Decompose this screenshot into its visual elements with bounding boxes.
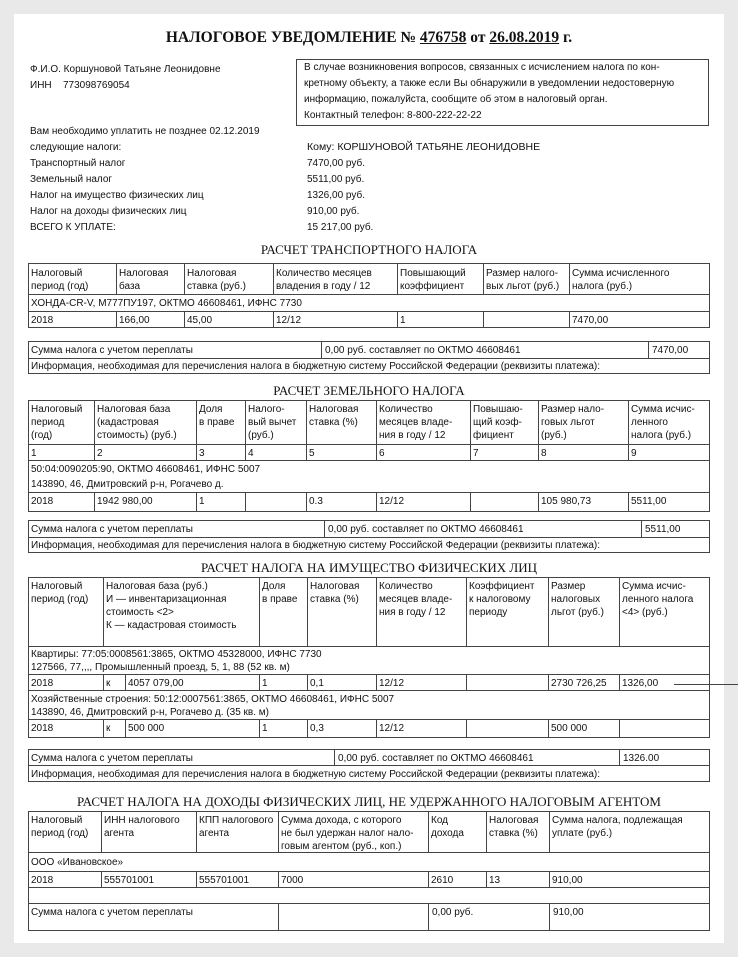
notice-number: 476758 <box>419 29 467 46</box>
column-divider <box>619 674 620 690</box>
column-divider <box>116 263 117 294</box>
table-cell: 105 980,73 <box>541 496 592 507</box>
table-cell: 2018 <box>31 496 54 507</box>
col-header: Размер налоговых льгот (руб.) <box>551 581 604 618</box>
col-header: Налоговый период (год) <box>31 581 89 605</box>
column-divider <box>306 492 307 512</box>
recipient: Кому: КОРШУНОВОЙ ТАТЬЯНЕ ЛЕОНИДОВНЕ <box>307 141 541 153</box>
payment-info: Информация, необходимая для перечисления налога в бюджетную систему Российской Федерации (реквизиты платежа): <box>31 769 601 780</box>
column-divider <box>569 263 570 294</box>
table-cell: 12/12 <box>379 496 405 507</box>
table-cell: 1 <box>262 678 268 689</box>
column-divider <box>569 311 570 328</box>
column-divider <box>184 311 185 328</box>
column-divider <box>538 492 539 512</box>
sum-amount: 1326.00 <box>623 753 660 764</box>
table-cell: 1326,00 <box>622 678 659 689</box>
taxpayer-fio: Ф.И.О. Коршуновой Татьяне Леонидовне <box>30 64 221 75</box>
table-cell: 12/12 <box>379 723 405 734</box>
column-divider <box>101 811 102 852</box>
summary-amount: 15 217,00 руб. <box>307 222 374 233</box>
table-cell: 0.3 <box>309 496 323 507</box>
column-divider <box>486 811 487 852</box>
table-cell: 1942 980,00 <box>97 496 153 507</box>
building-address: 143890, 46, Дмитровский р-н, Рогачево д. (35 кв. м) <box>31 707 269 718</box>
sum-overpay: 0,00 руб. <box>432 907 474 918</box>
table-cell: 1 <box>400 315 406 326</box>
col-header: Налоговая ставка (%) <box>310 581 360 605</box>
col-header: Налоговый период (год) <box>31 815 89 839</box>
column-divider <box>259 674 260 690</box>
col-header: Повышающий коэффициент <box>400 268 466 292</box>
table-cell: к <box>106 723 111 734</box>
info-line-2: кретному объекту, а также если Вы обнаружили в уведомлении недостоверную <box>304 78 675 89</box>
rule-line <box>28 492 710 493</box>
summary-label: Налог на доходы физических лиц <box>30 206 187 217</box>
sum-amount: 5511,00 <box>645 524 681 535</box>
column-divider <box>538 400 539 460</box>
table-cell: 910,00 <box>552 875 583 886</box>
column-divider <box>428 811 429 852</box>
col-header: Количество месяцев владе- ния в году / 12 <box>379 404 453 441</box>
land-title: РАСЧЕТ ЗЕМЕЛЬНОГО НАЛОГА <box>273 383 465 398</box>
col-header: Налоговая ставка (%) <box>489 815 539 839</box>
column-divider <box>306 400 307 460</box>
table-cell: 1 <box>262 723 268 734</box>
column-divider <box>278 903 279 931</box>
sum-oktmo: 0,00 руб. составляет по ОКТМО 46608461 <box>325 345 521 356</box>
column-divider <box>397 263 398 294</box>
col-header: Сумма налога, подлежащая уплате (руб.) <box>552 815 683 839</box>
column-divider <box>428 871 429 887</box>
sum-label: Сумма налога с учетом переплаты <box>31 907 193 918</box>
title-from: от <box>470 29 486 46</box>
tax-notice-page <box>14 14 724 943</box>
summary-label: Транспортный налог <box>30 158 126 169</box>
column-divider <box>278 871 279 887</box>
ndfl-title: РАСЧЕТ НАЛОГА НА ДОХОДЫ ФИЗИЧЕСКИХ ЛИЦ, НЕ УДЕРЖАННОГО НАЛОГОВЫМ АГЕНТОМ <box>77 794 661 809</box>
column-divider <box>376 674 377 690</box>
contact-phone: Контактный телефон: 8-800-222-22-22 <box>304 110 482 121</box>
column-divider <box>245 400 246 460</box>
column-divider <box>548 577 549 647</box>
transport-title: РАСЧЕТ ТРАНСПОРТНОГО НАЛОГА <box>260 242 478 257</box>
margin-mark <box>674 684 738 685</box>
column-divider <box>483 263 484 294</box>
table-cell: к <box>106 678 111 689</box>
col-number: 3 <box>199 448 205 459</box>
column-divider <box>466 577 467 647</box>
column-divider <box>397 311 398 328</box>
column-divider <box>483 311 484 328</box>
col-header: Коэффициент к налоговому периоду <box>469 581 535 618</box>
column-divider <box>376 719 377 738</box>
table-cell: 0,3 <box>310 723 324 734</box>
rule-line <box>28 358 710 359</box>
column-divider <box>103 719 104 738</box>
col-header: Доля в праве <box>199 404 235 428</box>
sum-oktmo: 0,00 руб. составляет по ОКТМО 46608461 <box>338 753 534 764</box>
column-divider <box>648 341 649 358</box>
notice-date: 26.08.2019 <box>489 29 560 46</box>
summary-amount: 910,00 руб. <box>307 206 360 217</box>
column-divider <box>196 811 197 852</box>
column-divider <box>466 719 467 738</box>
table-cell: 500 000 <box>128 723 165 734</box>
title-prefix: НАЛОГОВОЕ УВЕДОМЛЕНИЕ № <box>165 29 417 46</box>
table-cell: 12/12 <box>276 315 302 326</box>
rule-line <box>28 871 710 872</box>
col-header: Сумма исчис- ленного налога (руб.) <box>631 404 695 441</box>
column-divider <box>278 811 279 852</box>
taxpayer-inn-label: ИНН <box>30 80 52 91</box>
rule-line <box>28 294 710 295</box>
sum-label: Сумма налога с учетом переплаты <box>31 524 193 535</box>
rule-line <box>28 674 710 675</box>
col-number: 8 <box>541 448 547 459</box>
summary-label: Земельный налог <box>30 174 113 185</box>
col-header: Налоговая база (руб.) И — инвентаризационная стоимость <2> К — кадастровая стоимость <box>106 581 237 631</box>
column-divider <box>307 719 308 738</box>
col-header: ИНН налогового агента <box>104 815 180 839</box>
col-header: Код дохода <box>431 815 464 839</box>
col-header: Повышаю- щий коэф- фициент <box>473 404 523 441</box>
col-header: Сумма исчис- ленного налога <4> (руб.) <box>622 581 694 618</box>
col-header: Налоговая ставка (руб.) <box>187 268 247 292</box>
rule-line <box>28 537 710 538</box>
summary-amount: 5511,00 руб. <box>307 174 365 185</box>
column-divider <box>470 400 471 460</box>
vehicle-object: ХОНДА-CR-V, М777ПУ197, ОКТМО 46608461, ИФНС 7730 <box>31 298 302 309</box>
payment-info: Информация, необходимая для перечисления налога в бюджетную систему Российской Федерации (реквизиты платежа): <box>31 540 601 551</box>
col-number: 4 <box>248 448 254 459</box>
column-divider <box>94 400 95 460</box>
column-divider <box>245 492 246 512</box>
column-divider <box>619 749 620 765</box>
column-divider <box>184 263 185 294</box>
table-cell: 2730 726,25 <box>551 678 607 689</box>
column-divider <box>619 577 620 647</box>
column-divider <box>486 871 487 887</box>
taxes-heading: следующие налоги: <box>30 142 122 153</box>
col-header: КПП налогового агента <box>199 815 274 839</box>
title-year-suffix: г. <box>562 29 573 46</box>
col-header: Размер налого- вых льгот (руб.) <box>486 268 560 292</box>
col-number: 9 <box>631 448 637 459</box>
column-divider <box>470 492 471 512</box>
table-cell: 2018 <box>31 678 54 689</box>
col-header: Количество месяцев владения в году / 12 <box>276 268 372 292</box>
table-cell: 7470,00 <box>572 315 609 326</box>
table-cell: 2018 <box>31 315 54 326</box>
payment-info: Информация, необходимая для перечисления налога в бюджетную систему Российской Федерации (реквизиты платежа): <box>31 361 601 372</box>
notice-title <box>14 29 724 47</box>
column-divider <box>548 719 549 738</box>
col-header: Налоговая база <box>119 268 169 292</box>
column-divider <box>125 719 126 738</box>
column-divider <box>196 871 197 887</box>
column-divider <box>307 674 308 690</box>
table-cell: 13 <box>489 875 501 886</box>
column-divider <box>94 492 95 512</box>
column-divider <box>549 903 550 931</box>
column-divider <box>376 577 377 647</box>
table-cell: 166,00 <box>119 315 150 326</box>
rule-line <box>28 765 710 766</box>
column-divider <box>334 749 335 765</box>
table-cell: 2018 <box>31 875 54 886</box>
info-line-3: информацию, пожалуйста, сообщите об этом в налоговый орган. <box>304 94 608 105</box>
table-cell: 555701001 <box>199 875 250 886</box>
column-divider <box>116 311 117 328</box>
column-divider <box>259 577 260 647</box>
summary-label: ВСЕГО К УПЛАТЕ: <box>30 222 116 233</box>
sum-amount: 7470,00 <box>652 345 689 356</box>
column-divider <box>428 903 429 931</box>
property-title: РАСЧЕТ НАЛОГА НА ИМУЩЕСТВО ФИЗИЧЕСКИХ ЛИЦ <box>200 560 538 575</box>
col-header: Количество месяцев владе- ния в году / 12 <box>379 581 453 618</box>
table-cell: 5511,00 <box>631 496 667 507</box>
sum-oktmo: 0,00 руб. составляет по ОКТМО 46608461 <box>328 524 524 535</box>
column-divider <box>549 871 550 887</box>
summary-label: Налог на имущество физических лиц <box>30 190 204 201</box>
col-number: 6 <box>379 448 385 459</box>
building-object: Хозяйственные строения: 50:12:0007561:3865, ОКТМО 46608461, ИФНС 5007 <box>31 694 395 705</box>
rule-line <box>28 444 710 445</box>
taxpayer-inn: 773098769054 <box>63 80 130 91</box>
column-divider <box>196 400 197 460</box>
summary-amount: 1326,00 руб. <box>307 190 365 201</box>
col-header: Налоговый период (год) <box>31 404 83 441</box>
column-divider <box>628 492 629 512</box>
col-header: Налого- вый вычет (руб.) <box>248 404 297 441</box>
column-divider <box>273 263 274 294</box>
sum-label: Сумма налога с учетом переплаты <box>31 753 193 764</box>
table-cell: 2018 <box>31 723 54 734</box>
column-divider <box>103 577 104 647</box>
rule-line <box>28 460 710 461</box>
info-line-1: В случае возникновения вопросов, связанных с исчислением налога по кон- <box>304 62 660 73</box>
table-cell: 2610 <box>431 875 454 886</box>
column-divider <box>307 577 308 647</box>
column-divider <box>273 311 274 328</box>
col-header: Размер нало- говых льгот (руб.) <box>541 404 605 441</box>
table-cell: 12/12 <box>379 678 405 689</box>
col-number: 1 <box>31 448 37 459</box>
table-cell: 7000 <box>281 875 304 886</box>
col-header: Налоговая база (кадастровая стоимость) (руб.) <box>97 404 177 441</box>
col-header: Сумма дохода, с которого не был удержан налог нало- говым агентом (руб., коп.) <box>281 815 414 852</box>
table-cell: 0,1 <box>310 678 324 689</box>
table-cell: 1 <box>199 496 205 507</box>
col-header: Налоговая ставка (%) <box>309 404 359 428</box>
col-number: 7 <box>473 448 479 459</box>
column-divider <box>641 520 642 537</box>
column-divider <box>196 492 197 512</box>
sum-label: Сумма налога с учетом переплаты <box>31 345 193 356</box>
table-cell: 555701001 <box>104 875 155 886</box>
table-cell: 4057 079,00 <box>128 678 184 689</box>
summary-amount: 7470,00 руб. <box>307 158 365 169</box>
land-object: 50:04:0090205:90, ОКТМО 46608461, ИФНС 5007 <box>31 464 261 475</box>
table-cell: 500 000 <box>551 723 588 734</box>
table-cell: 45,00 <box>187 315 213 326</box>
flat-address: 127566, 77,,,, Промышленный проезд, 5, 1, 88 (52 кв. м) <box>31 662 290 673</box>
column-divider <box>549 811 550 852</box>
col-number: 5 <box>309 448 315 459</box>
column-divider <box>628 400 629 460</box>
column-divider <box>376 492 377 512</box>
sum-amount: 910,00 <box>553 907 584 918</box>
payment-deadline: Вам необходимо уплатить не позднее 02.12.2019 <box>30 126 260 137</box>
rule-line <box>28 887 710 888</box>
column-divider <box>619 719 620 738</box>
column-divider <box>101 871 102 887</box>
column-divider <box>321 341 322 358</box>
column-divider <box>125 674 126 690</box>
rule-line <box>28 690 710 691</box>
column-divider <box>548 674 549 690</box>
land-address: 143890, 46, Дмитровский р-н, Рогачево д. <box>31 479 224 490</box>
rule-line <box>28 311 710 312</box>
col-header: Сумма исчисленного налога (руб.) <box>572 268 670 292</box>
agent-name: ООО «Ивановское» <box>31 857 124 868</box>
column-divider <box>324 520 325 537</box>
rule-line <box>28 719 710 720</box>
column-divider <box>259 719 260 738</box>
flat-object: Квартиры: 77:05:0008561:3865, ОКТМО 45328000, ИФНС 7730 <box>31 649 322 660</box>
col-header: Доля в праве <box>262 581 298 605</box>
rule-line <box>28 903 710 904</box>
column-divider <box>466 674 467 690</box>
column-divider <box>376 400 377 460</box>
col-number: 2 <box>97 448 103 459</box>
col-header: Налоговый период (год) <box>31 268 89 292</box>
column-divider <box>103 674 104 690</box>
